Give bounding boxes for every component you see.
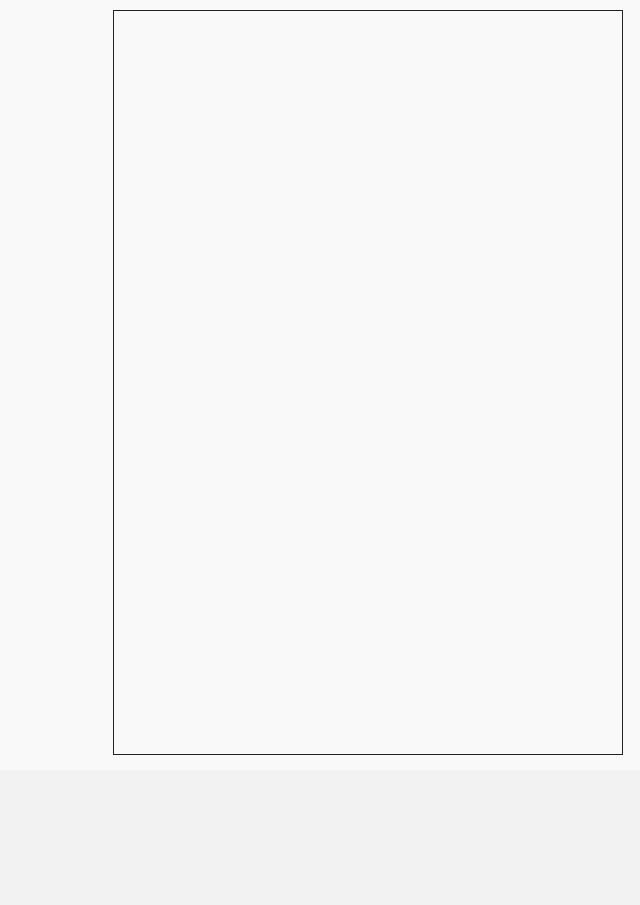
rotated-table-container	[113, 10, 623, 755]
budget-table	[113, 10, 623, 755]
page-background	[0, 770, 640, 905]
